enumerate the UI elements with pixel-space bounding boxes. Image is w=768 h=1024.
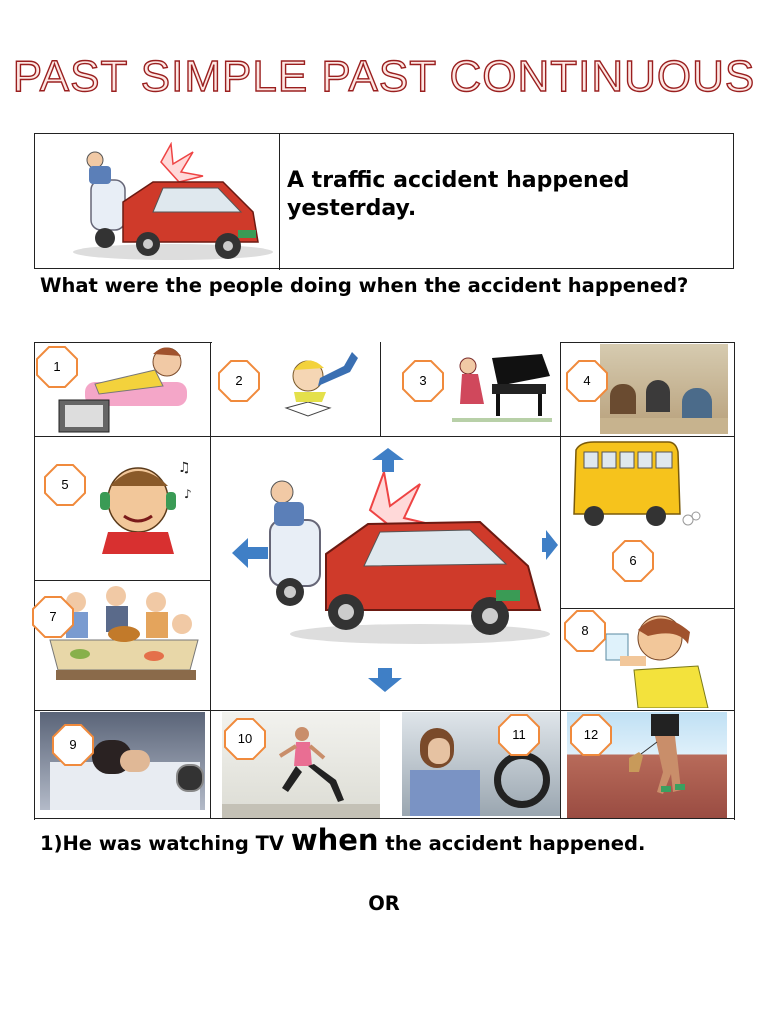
number-label-3: 3 — [419, 373, 427, 388]
example-suffix: the accident happened. — [378, 832, 646, 855]
grid-col-line-1 — [210, 342, 211, 818]
number-badge-10 — [224, 718, 266, 760]
number-label-4: 4 — [583, 373, 591, 388]
question-text: What were the people doing when the accident happened? — [40, 274, 689, 297]
number-badge-7 — [32, 596, 74, 638]
svg-text:♪: ♪ — [184, 487, 192, 501]
example-keyword: when — [290, 823, 379, 857]
number-label-1: 1 — [53, 359, 61, 374]
number-badge-9 — [52, 724, 94, 766]
number-badge-2 — [218, 360, 260, 402]
grid-right-border — [734, 342, 735, 820]
picture-piano — [452, 346, 556, 430]
number-label-10: 10 — [237, 731, 253, 746]
worksheet-title: PAST SIMPLE PAST CONTINUOUS — [12, 52, 756, 101]
arrow-up-icon — [372, 448, 404, 472]
svg-text:♫: ♫ — [178, 460, 191, 476]
number-label-9: 9 — [69, 737, 77, 752]
arrow-left-icon — [232, 538, 268, 568]
example-prefix: 1)He was watching TV — [40, 832, 291, 855]
intro-divider — [279, 134, 280, 270]
grid-top-border-right — [560, 342, 735, 343]
number-badge-11 — [498, 714, 540, 756]
picture-drinking-water — [598, 610, 716, 708]
picture-school-bus — [570, 440, 704, 532]
grid-col-line-3 — [380, 342, 381, 436]
or-label: OR — [368, 892, 400, 915]
arrow-down-icon — [368, 668, 402, 692]
number-badge-1 — [36, 346, 78, 388]
number-badge-5 — [44, 464, 86, 506]
grid-row-line-1 — [34, 436, 734, 437]
picture-reading — [280, 346, 365, 426]
accident-illustration-small — [53, 142, 273, 264]
grid-top-border — [34, 342, 212, 343]
picture-listening-music — [88, 458, 206, 554]
grid-row-line-3 — [560, 608, 735, 609]
number-label-6: 6 — [629, 553, 637, 568]
grid-col-line-2 — [560, 342, 561, 818]
number-label-7: 7 — [49, 609, 57, 624]
number-label-12: 12 — [583, 727, 599, 742]
example-sentence — [40, 823, 740, 858]
intro-text: A traffic accident happened yesterday. — [287, 168, 630, 221]
number-label-8: 8 — [581, 623, 589, 638]
number-label-11: 11 — [512, 727, 526, 742]
number-badge-8 — [564, 610, 606, 652]
accident-illustration-large — [250, 470, 550, 650]
arrow-right-icon — [542, 530, 558, 560]
number-badge-12 — [570, 714, 612, 756]
number-label-5: 5 — [61, 477, 69, 492]
number-badge-4 — [566, 360, 608, 402]
grid-left-border — [34, 342, 35, 820]
number-badge-3 — [402, 360, 444, 402]
number-label-2: 2 — [235, 373, 243, 388]
number-badge-6 — [612, 540, 654, 582]
grid-row-line-4 — [34, 710, 734, 711]
picture-classroom — [600, 344, 728, 434]
grid-row-line-2 — [34, 580, 210, 581]
grid-bottom-border — [34, 818, 734, 819]
